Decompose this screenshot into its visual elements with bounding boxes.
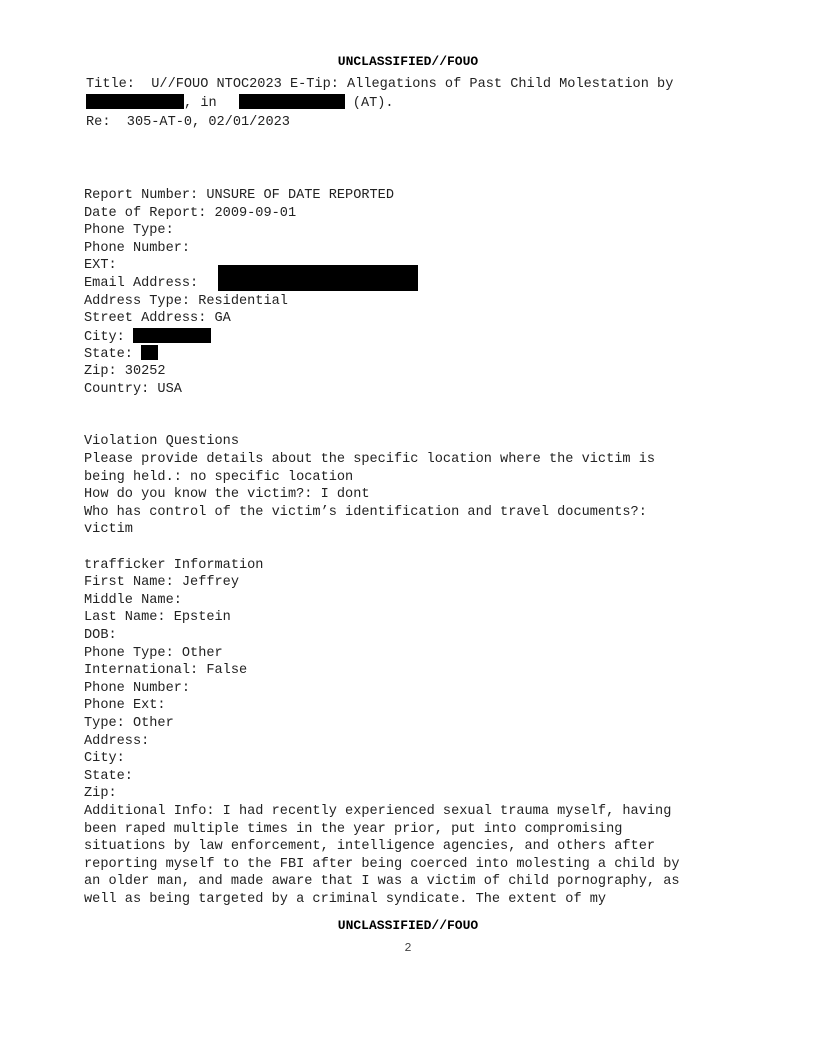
trafficker-field: Last Name: Epstein xyxy=(84,610,231,625)
title-line: Title: U//FOUO NTOC2023 E-Tip: Allegations of Past Child Molestation by xyxy=(86,77,674,92)
additional-info-line: reporting myself to the FBI after being coerced into molesting a child by xyxy=(84,857,680,872)
trafficker-field: International: False xyxy=(84,663,248,678)
classification-banner-bottom: UNCLASSIFIED//FOUO xyxy=(337,918,479,933)
report-number: Report Number: UNSURE OF DATE REPORTED xyxy=(84,188,394,203)
trafficker-field: First Name: Jeffrey xyxy=(84,575,239,590)
redaction-box xyxy=(239,94,345,109)
zip: Zip: 30252 xyxy=(84,364,166,379)
trafficker-field: Phone Type: Other xyxy=(84,646,223,661)
additional-info-line: been raped multiple times in the year prior, put into compromising xyxy=(84,822,623,837)
street-address: Street Address: GA xyxy=(84,311,231,326)
violation-heading: Violation Questions xyxy=(84,434,239,449)
redaction-box xyxy=(133,328,211,343)
redaction-box xyxy=(218,265,418,291)
trafficker-field: DOB: xyxy=(84,628,117,643)
violation-answer: victim xyxy=(84,522,133,537)
date-of-report: Date of Report: 2009-09-01 xyxy=(84,206,297,221)
title-in: , in xyxy=(184,96,217,111)
page-number: 2 xyxy=(404,941,412,955)
trafficker-heading: trafficker Information xyxy=(84,558,264,573)
trafficker-field: Address: xyxy=(84,734,150,749)
additional-info-line: Additional Info: I had recently experienced sexual trauma myself, having xyxy=(84,804,672,819)
ext: EXT: xyxy=(84,258,117,273)
country: Country: USA xyxy=(84,382,182,397)
additional-info-line: situations by law enforcement, intelligence agencies, and others after xyxy=(84,839,656,854)
classification-banner-top: UNCLASSIFIED//FOUO xyxy=(337,54,479,69)
phone-type: Phone Type: xyxy=(84,223,174,238)
redaction-box xyxy=(141,345,158,360)
trafficker-field: Phone Number: xyxy=(84,681,191,696)
trafficker-field: City: xyxy=(84,751,125,766)
city-label: City: xyxy=(84,330,125,345)
state xyxy=(84,345,158,363)
additional-info-line: well as being targeted by a criminal syndicate. The extent of my xyxy=(84,892,607,907)
trafficker-field: Zip: xyxy=(84,786,117,801)
phone-number: Phone Number: xyxy=(84,241,191,256)
address-type: Address Type: Residential xyxy=(84,294,288,309)
violation-answer: being held.: no specific location xyxy=(84,470,354,485)
violation-question: Who has control of the victim’s identification and travel documents?: xyxy=(84,505,647,520)
trafficker-field: Middle Name: xyxy=(84,593,182,608)
redaction-box xyxy=(86,94,184,109)
re-line: Re: 305-AT-0, 02/01/2023 xyxy=(86,115,290,130)
violation-question: How do you know the victim?: I dont xyxy=(84,487,370,502)
title-continuation xyxy=(86,94,394,112)
additional-info-line: an older man, and made aware that I was a victim of child pornography, as xyxy=(84,874,680,889)
email-address xyxy=(84,275,198,293)
email-label: Email Address: xyxy=(84,276,199,291)
trafficker-field: State: xyxy=(84,769,133,784)
violation-question: Please provide details about the specific location where the victim is xyxy=(84,452,656,467)
city xyxy=(84,328,211,346)
title-tail: (AT). xyxy=(344,96,394,111)
trafficker-field: Type: Other xyxy=(84,716,174,731)
state-label: State: xyxy=(84,347,133,362)
trafficker-field: Phone Ext: xyxy=(84,698,166,713)
